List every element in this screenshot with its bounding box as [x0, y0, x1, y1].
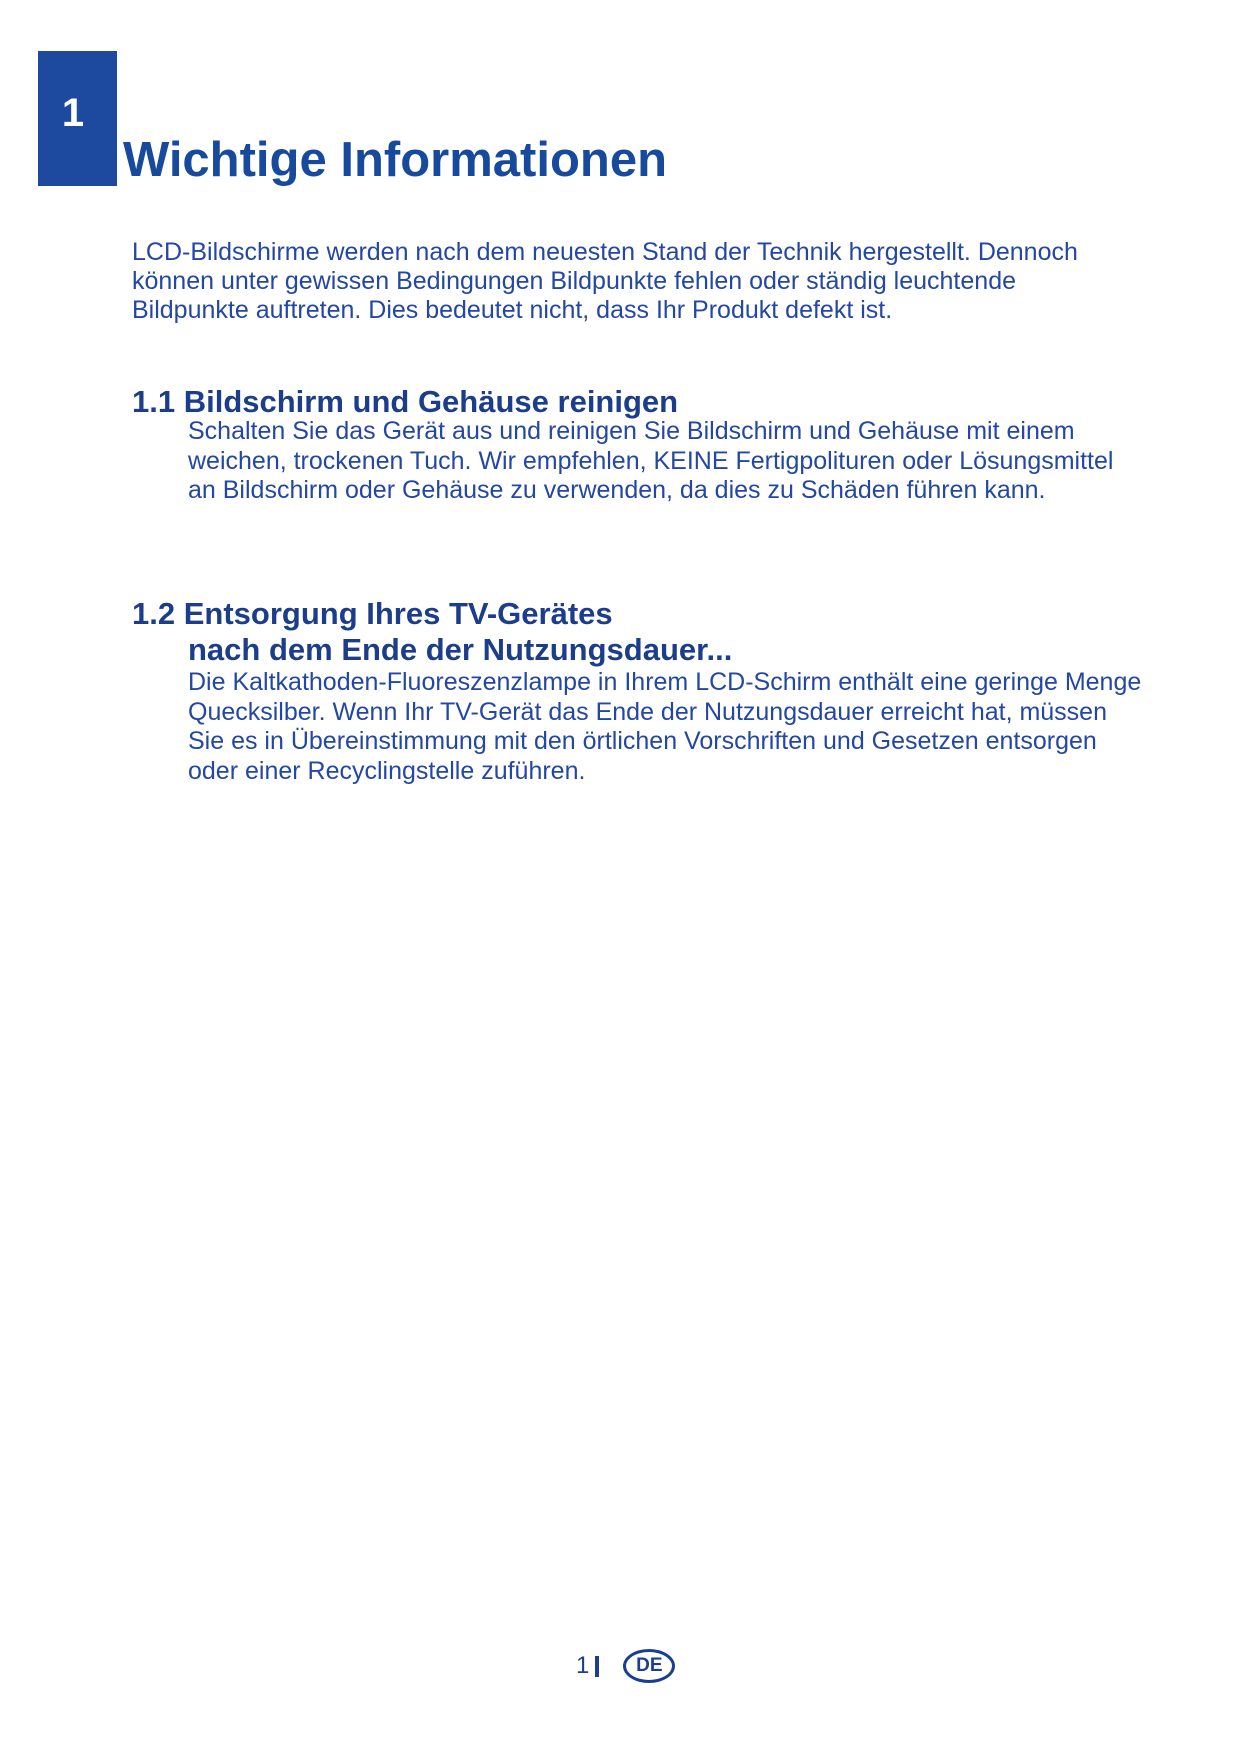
chapter-title: Wichtige Informationen [123, 133, 668, 187]
section-heading-cleaning: 1.1 Bildschirm und Gehäuse reinigen [132, 384, 679, 419]
page-footer [576, 1648, 675, 1684]
section-heading-disposal-line1: 1.2 Entsorgung Ihres TV-Gerätes [132, 596, 613, 631]
chapter-number: 1 [61, 91, 85, 135]
section-body-cleaning: Schalten Sie das Gerät aus und reinigen Sie Bildschirm und Gehäuse mit einem weichen, trockenen Tuch. Wir empfehlen, KEINE Fertigpolituren oder Lösungsmittel an Bildschirm oder Gehäuse zu verwenden, da dies zu Schäden führen kann. [188, 417, 1114, 504]
chapter-number-box [38, 51, 117, 186]
language-badge: DE [623, 1649, 675, 1683]
intro-paragraph: LCD-Bildschirme werden nach dem neuesten Stand der Technik hergestellt. Dennoch können unter gewissen Bedingungen Bildpunkte fehlen oder ständig leuchtende Bildpunkte auftreten. Dies bedeutet nicht, dass Ihr Produkt defekt ist. [132, 238, 1078, 324]
section-body-disposal: Die Kaltkathoden-Fluoreszenzlampe in Ihrem LCD-Schirm enthält eine geringe Menge Quecksilber. Wenn Ihr TV-Gerät das Ende der Nutzungsdauer erreicht hat, müssen Sie es in Übereinstimmung mit den örtlichen Vorschriften und Gesetzen entsorgen oder einer Recyclingstelle zuführen. [188, 668, 1142, 785]
section-heading-disposal-line2: nach dem Ende der Nutzungsdauer... [188, 632, 733, 667]
footer-separator [595, 1656, 599, 1677]
page-number: 1 [576, 1652, 590, 1679]
section-heading-disposal [132, 596, 732, 668]
